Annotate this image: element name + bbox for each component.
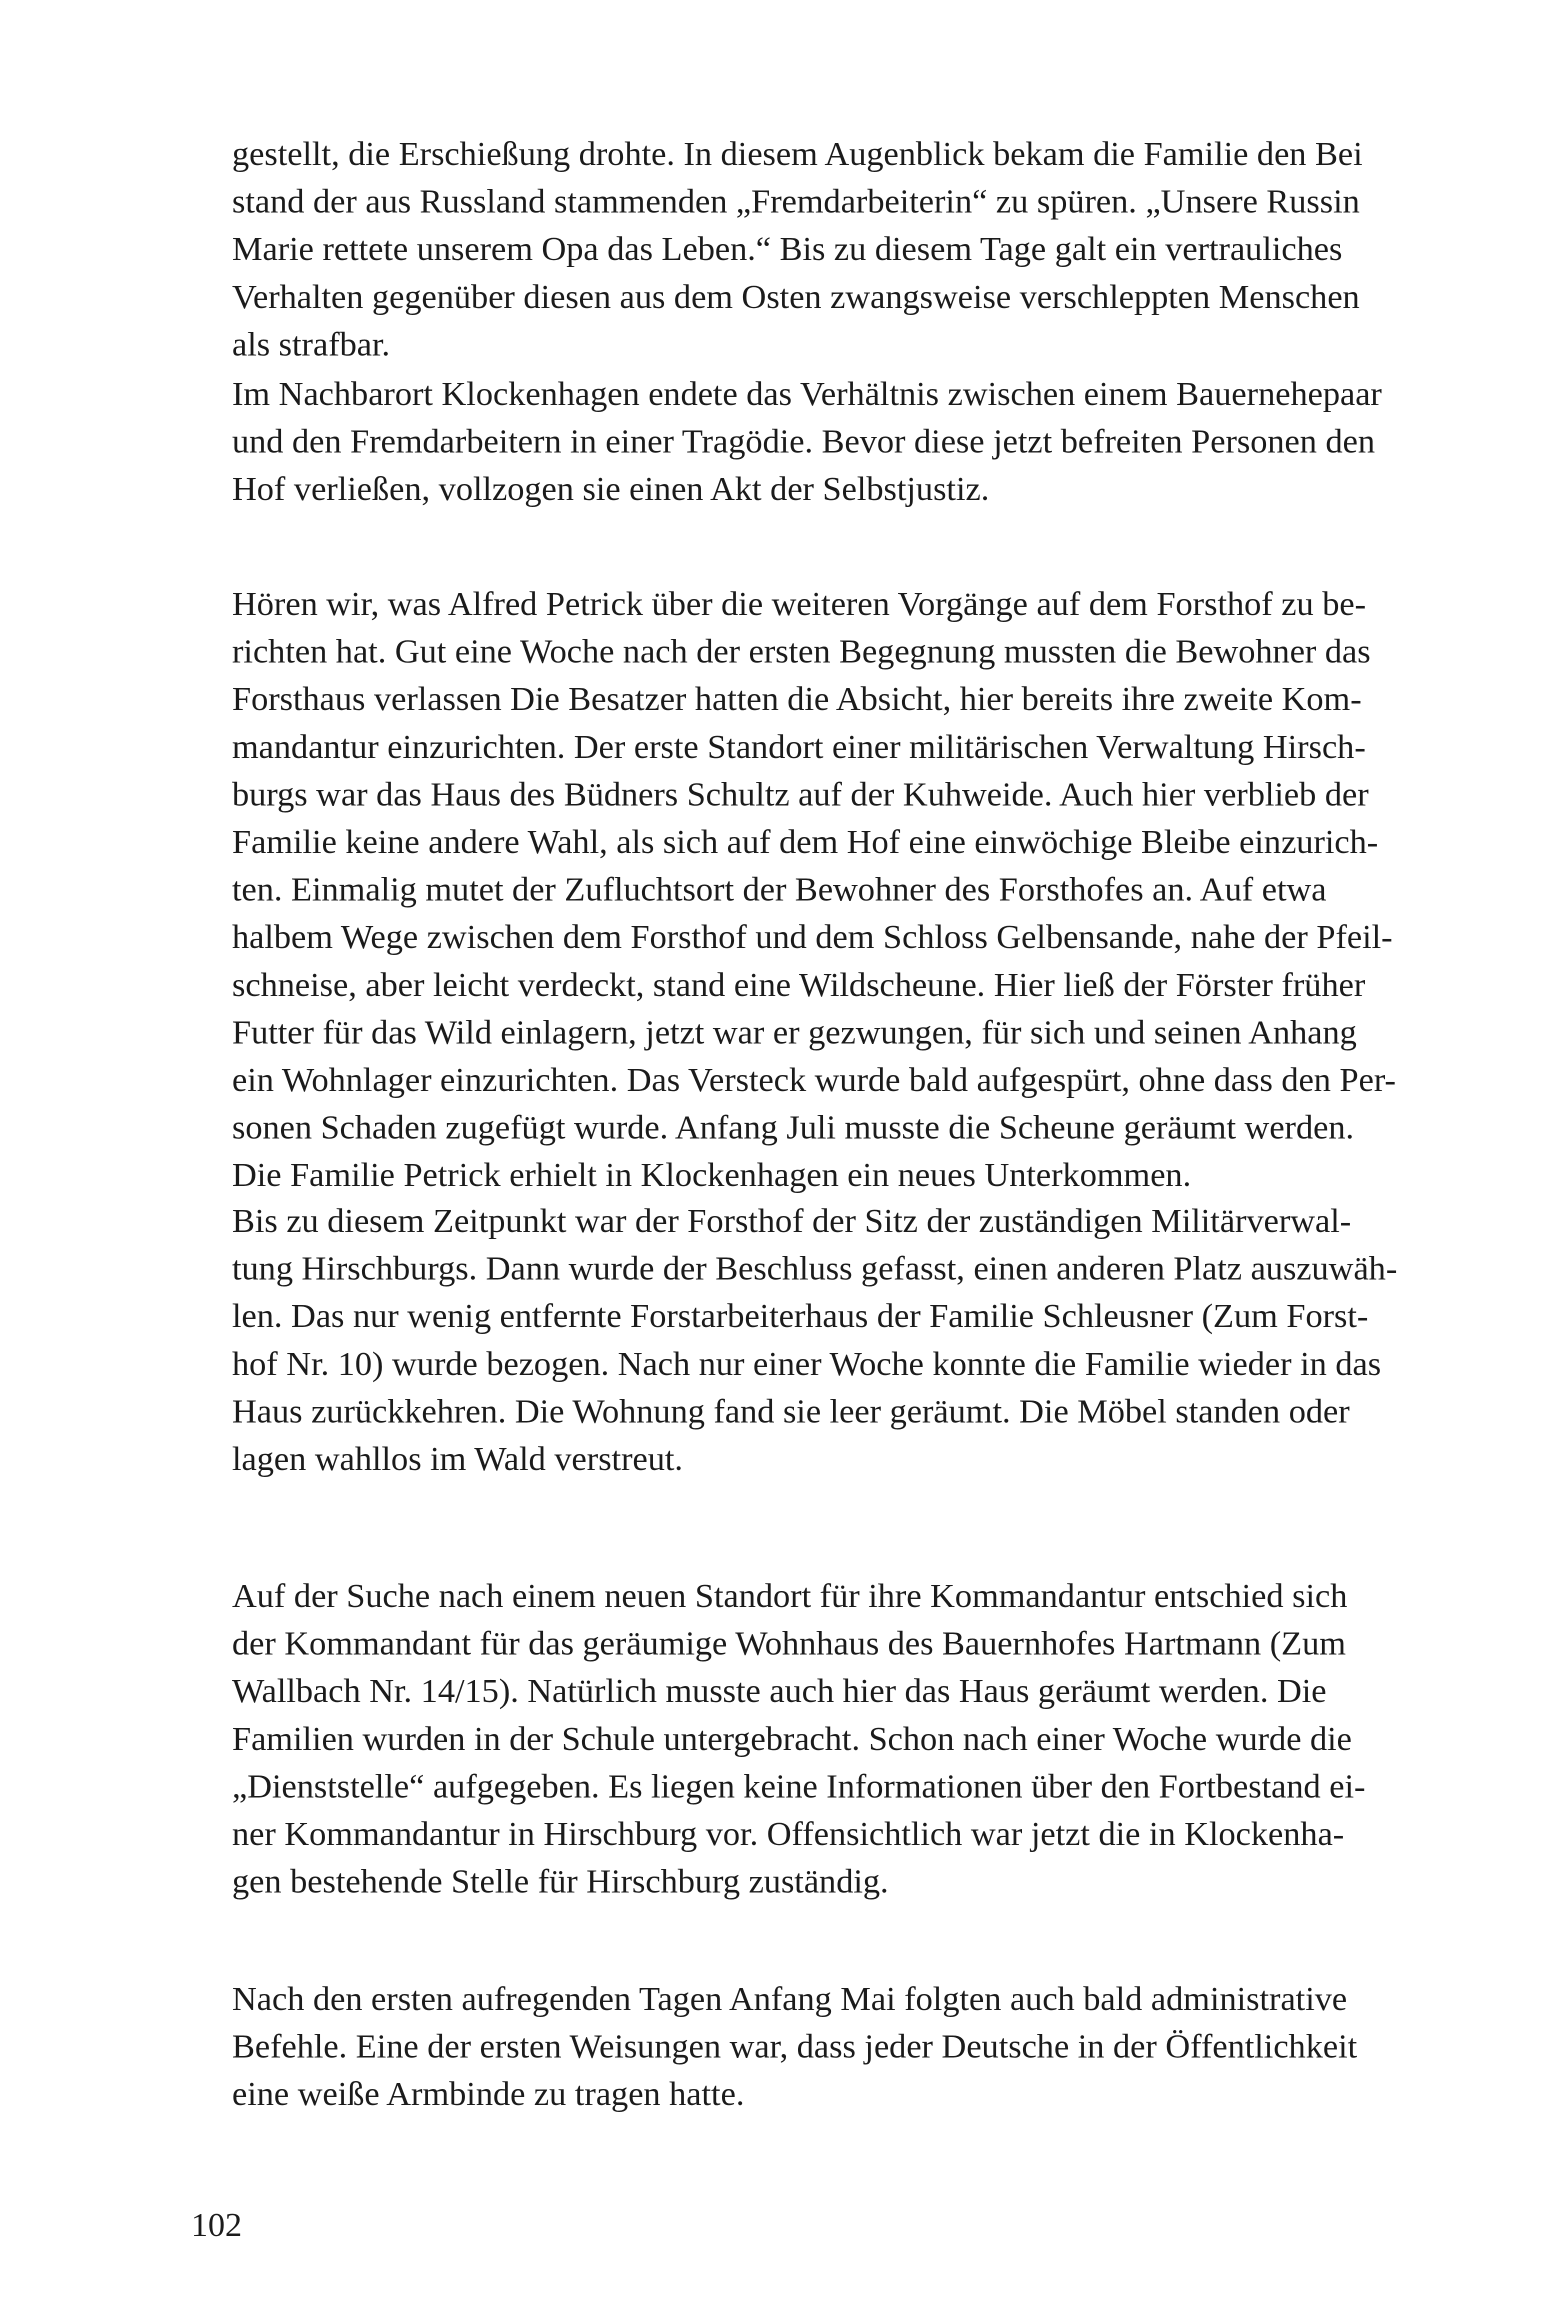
text-line: mandantur einzurichten. Der erste Standort einer militärischen Verwaltung Hirsch- xyxy=(232,727,1366,766)
page-number: 102 xyxy=(191,2207,242,2244)
text-line: Wallbach Nr. 14/15). Natürlich musste auch hier das Haus geräumt werden. Die xyxy=(232,1671,1327,1710)
paragraph-5 xyxy=(232,1572,1366,1905)
text-line: hof Nr. 10) wurde bezogen. Nach nur einer Woche konnte die Familie wieder in das xyxy=(232,1344,1382,1383)
text-line: ner Kommandantur in Hirschburg vor. Offensichtlich war jetzt die in Klockenha- xyxy=(232,1814,1345,1853)
paragraph-1 xyxy=(232,130,1363,368)
text-line: Im Nachbarort Klockenhagen endete das Verhältnis zwischen einem Bauernehepaar xyxy=(232,374,1382,413)
text-line: lagen wahllos im Wald verstreut. xyxy=(232,1439,683,1478)
text-line: tung Hirschburgs. Dann wurde der Beschluss gefasst, einen anderen Platz auszuwäh- xyxy=(232,1248,1398,1288)
text-line: richten hat. Gut eine Woche nach der ersten Begegnung mussten die Bewohner das xyxy=(232,631,1371,671)
paragraph-6 xyxy=(232,1975,1358,2118)
text-line: Familien wurden in der Schule untergebracht. Schon nach einer Woche wurde die xyxy=(232,1719,1352,1758)
text-line: schneise, aber leicht verdeckt, stand eine Wildscheune. Hier ließ der Förster früher xyxy=(232,965,1366,1004)
text-line: ein Wohnlager einzurichten. Das Versteck wurde bald aufgespürt, ohne dass den Per- xyxy=(232,1060,1396,1099)
text-line: Bis zu diesem Zeitpunkt war der Forsthof der Sitz der zuständigen Militärverwal- xyxy=(232,1201,1352,1240)
text-line: Marie rettete unserem Opa das Leben.“ Bis zu diesem Tage galt ein vertrauliches xyxy=(232,229,1343,268)
text-line: Futter für das Wild einlagern, jetzt war er gezwungen, für sich und seinen Anhang xyxy=(232,1012,1357,1052)
text-line: und den Fremdarbeitern in einer Tragödie. Bevor diese jetzt befreiten Personen den xyxy=(232,421,1375,461)
text-line: gen bestehende Stelle für Hirschburg zuständig. xyxy=(232,1861,889,1901)
text-line: Hof verließen, vollzogen sie einen Akt der Selbstjustiz. xyxy=(232,469,990,508)
text-line: Auf der Suche nach einem neuen Standort für ihre Kommandantur entschied sich xyxy=(232,1576,1348,1615)
text-line: Hören wir, was Alfred Petrick über die weiteren Vorgänge auf dem Forsthof zu be- xyxy=(232,584,1367,623)
text-line: Die Familie Petrick erhielt in Klockenhagen ein neues Unterkommen. xyxy=(232,1155,1192,1194)
text-line: ten. Einmalig mutet der Zufluchtsort der Bewohner des Forsthofes an. Auf etwa xyxy=(232,869,1327,909)
text-line: eine weiße Armbinde zu tragen hatte. xyxy=(232,2074,745,2113)
text-line: „Dienststelle“ aufgegeben. Es liegen keine Informationen über den Fortbestand ei- xyxy=(232,1766,1366,1806)
text-line: Haus zurückkehren. Die Wohnung fand sie leer geräumt. Die Möbel standen oder xyxy=(232,1391,1350,1431)
text-line: Befehle. Eine der ersten Weisungen war, dass jeder Deutsche in der Öffentlichkeit xyxy=(232,2026,1358,2066)
text-line: sonen Schaden zugefügt wurde. Anfang Juli musste die Scheune geräumt werden. xyxy=(232,1107,1355,1147)
text-line: Forsthaus verlassen Die Besatzer hatten die Absicht, hier bereits ihre zweite Kom- xyxy=(232,679,1362,718)
text-line: als strafbar. xyxy=(232,324,391,364)
paragraph-3 xyxy=(232,580,1396,1199)
text-line: Verhalten gegenüber diesen aus dem Osten zwangsweise verschleppten Menschen xyxy=(232,277,1360,316)
text-line: der Kommandant für das geräumige Wohnhaus des Bauernhofes Hartmann (Zum xyxy=(232,1623,1346,1663)
paragraph-4 xyxy=(232,1197,1398,1483)
text-line: Familie keine andere Wahl, als sich auf dem Hof eine einwöchige Bleibe einzurich- xyxy=(232,822,1379,861)
text-line: len. Das nur wenig entfernte Forstarbeiterhaus der Familie Schleusner (Zum Forst- xyxy=(232,1296,1369,1335)
text-line: gestellt, die Erschießung drohte. In diesem Augenblick bekam die Familie den Bei xyxy=(232,134,1363,173)
paragraph-2 xyxy=(232,370,1382,513)
text-line: stand der aus Russland stammenden „Fremdarbeiterin“ zu spüren. „Unsere Russin xyxy=(232,181,1360,221)
text-line: Nach den ersten aufregenden Tagen Anfang Mai folgten auch bald administrative xyxy=(232,1979,1348,2018)
text-line: burgs war das Haus des Büdners Schultz auf der Kuhweide. Auch hier verblieb der xyxy=(232,774,1369,814)
text-line: halbem Wege zwischen dem Forsthof und dem Schloss Gelbensande, nahe der Pfeil- xyxy=(232,917,1393,956)
